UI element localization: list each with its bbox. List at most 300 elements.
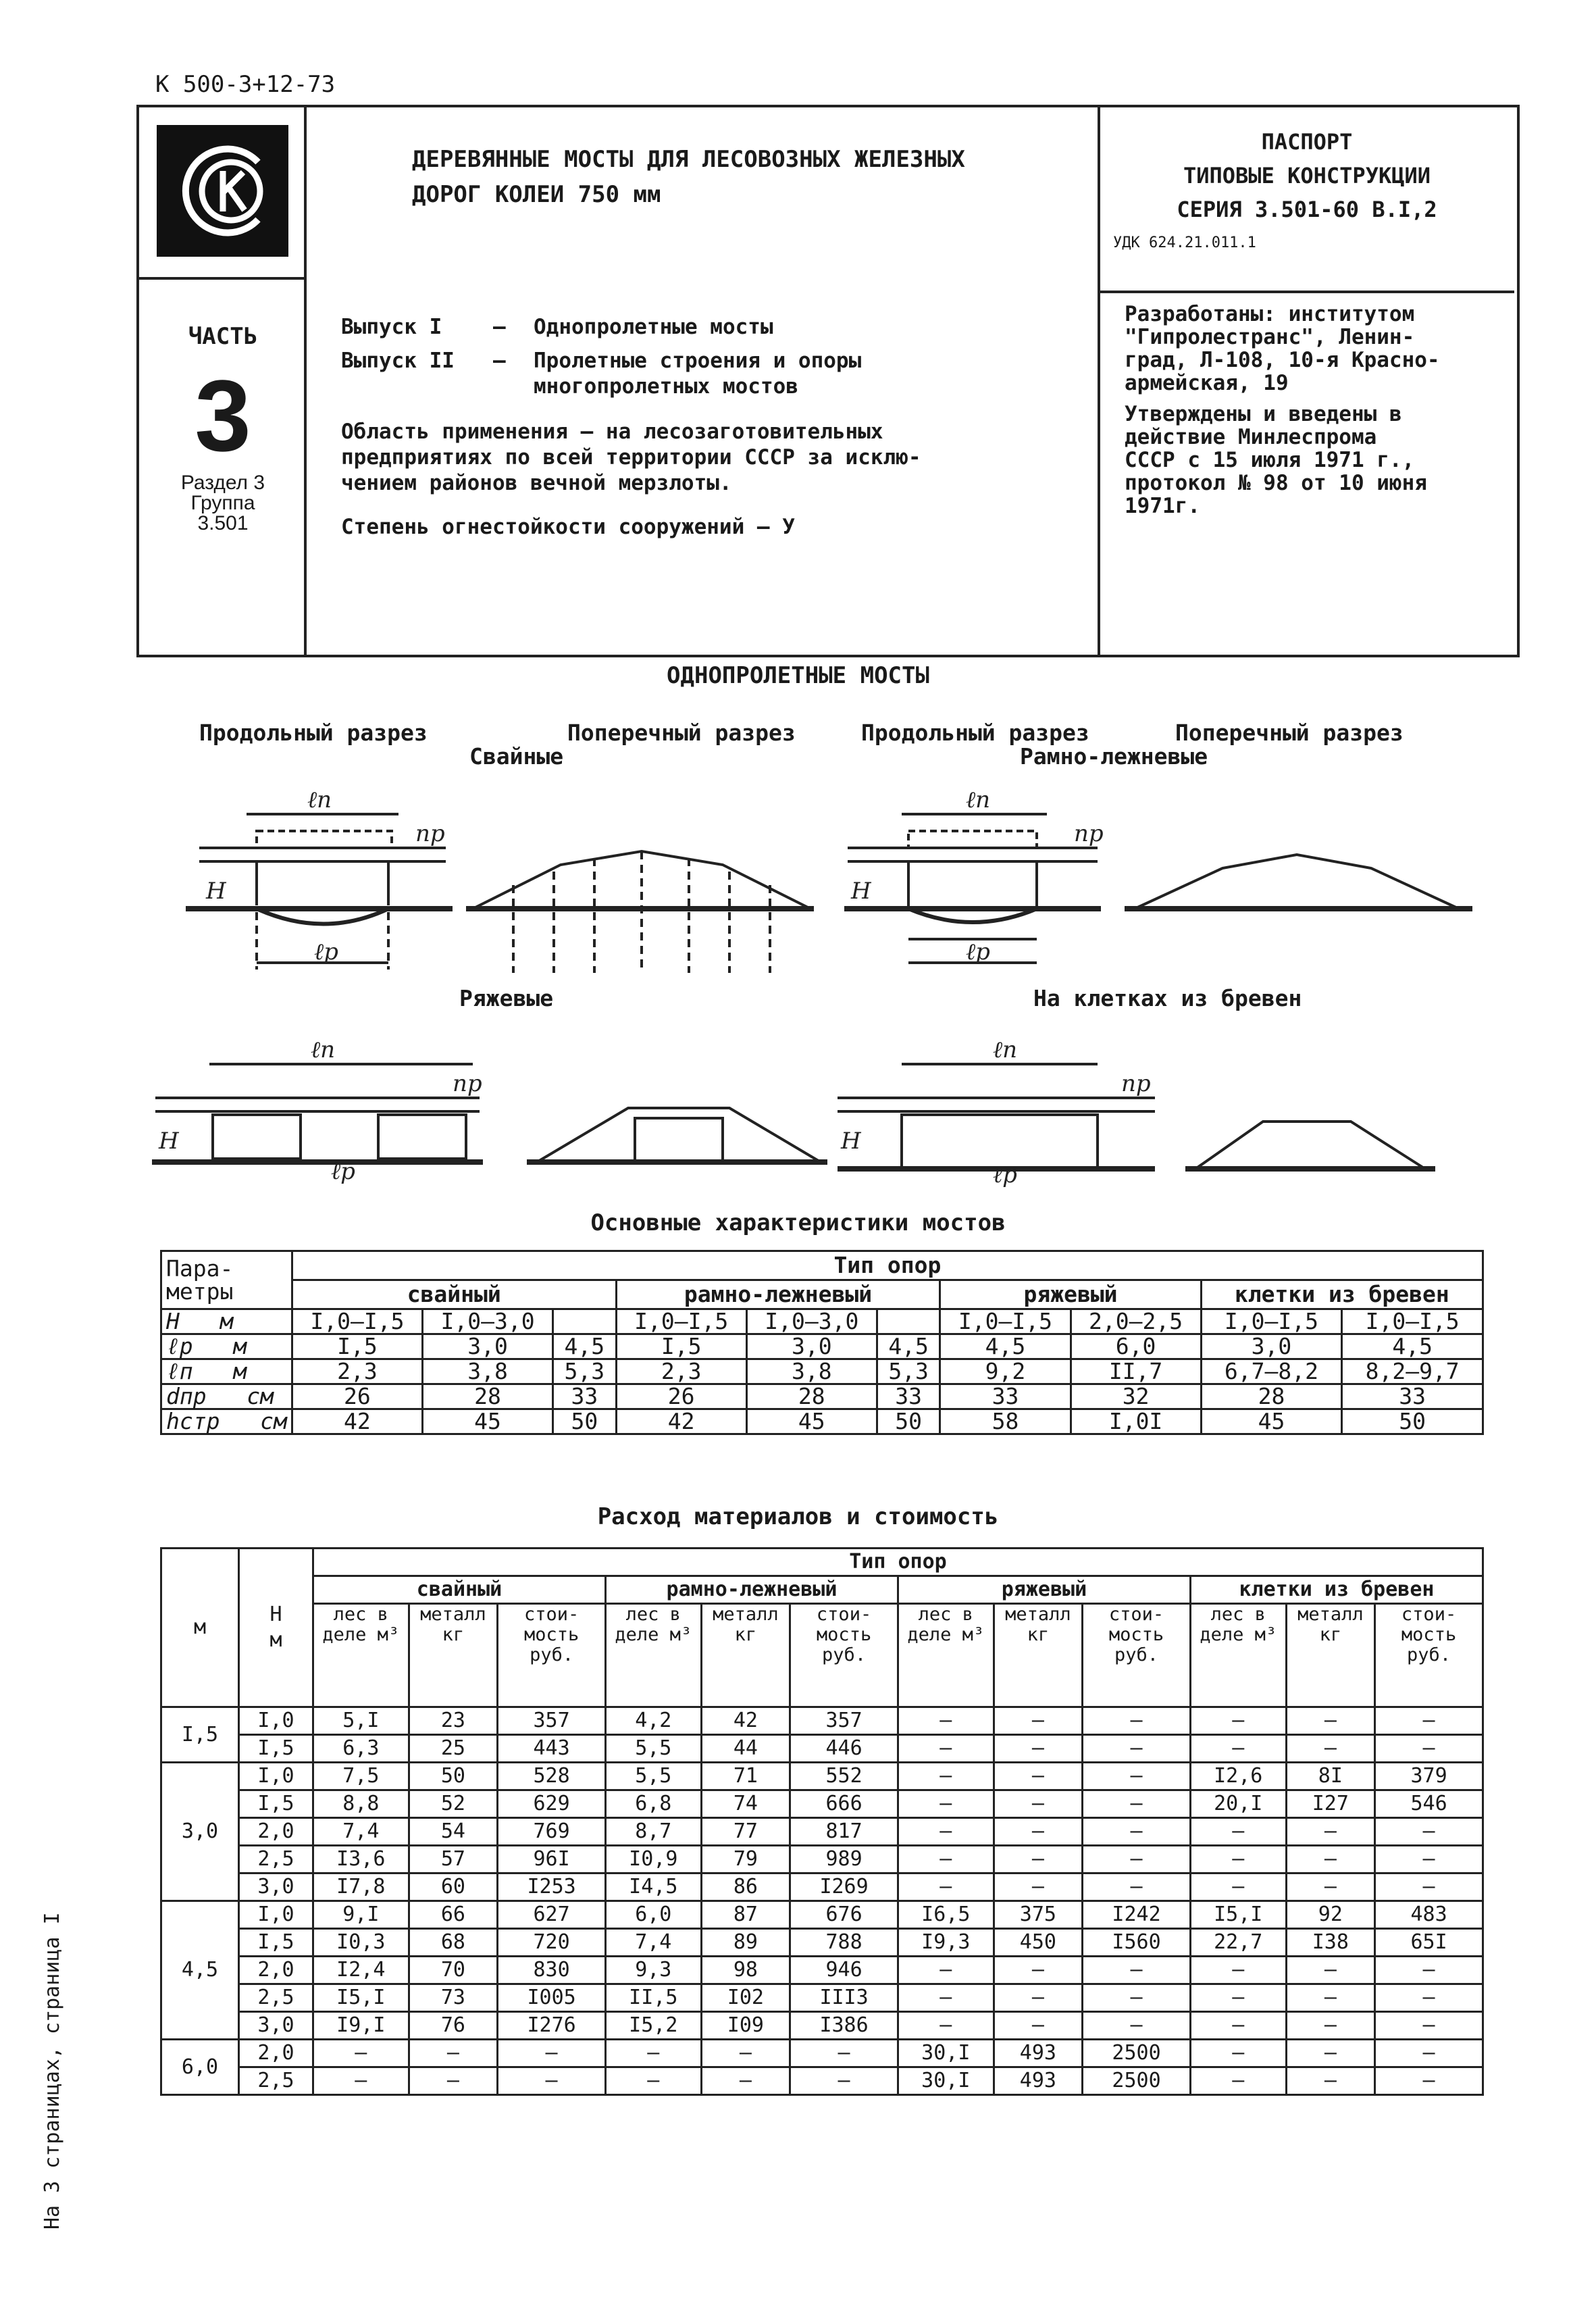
table-cell: 5,5	[605, 1735, 701, 1763]
group-code: 3.501	[197, 512, 249, 534]
table-cell: I6,5	[898, 1901, 994, 1929]
logcage-cross-section	[1185, 1122, 1435, 1169]
table-cell: –	[994, 1984, 1083, 2012]
table-cell: –	[701, 2040, 790, 2067]
table-cell: I,0I	[1071, 1409, 1201, 1434]
table-cell: I9,I	[313, 2012, 409, 2040]
issue-text: Однопролетные мосты	[534, 315, 773, 339]
table-cell: –	[1375, 1818, 1483, 1846]
info-line: протокол № 98 от 10 июня	[1125, 471, 1427, 495]
table-cell: 73	[409, 1984, 498, 2012]
scope-line: Область применения – на лесозаготовительных	[341, 420, 883, 444]
table-row	[161, 1763, 1483, 1790]
table-cell: –	[1190, 2040, 1286, 2067]
table-cell: –	[898, 1957, 994, 1984]
table-row	[161, 1309, 1483, 1334]
table-cell: 68	[409, 1929, 498, 1957]
table-cell: II,5	[605, 1984, 701, 2012]
page-count-note: На 3 страницах, страница I	[41, 1912, 64, 2230]
table-cell: 45	[422, 1409, 552, 1434]
dim-lp: ℓр	[966, 938, 990, 965]
param-name	[161, 1309, 292, 1334]
title-line: ДЕРЕВЯННЫЕ МОСТЫ ДЛЯ ЛЕСОВОЗНЫХ ЖЕЛЕЗНЫХ	[412, 146, 965, 173]
param-unit: см	[247, 1383, 274, 1409]
issue-text: многопролетных мостов	[534, 374, 798, 399]
table-cell: I,5	[239, 1790, 313, 1818]
col-h-header: Н м	[239, 1549, 313, 1707]
table-cell: –	[994, 1763, 1083, 1790]
table-cell: –	[994, 2012, 1083, 2040]
table-cell: 2,0	[239, 2040, 313, 2067]
table-cell: –	[1190, 1846, 1286, 1873]
section-label: Раздел 3	[180, 472, 265, 494]
info-line: град, Л-108, 10-я Красно-	[1125, 348, 1440, 372]
type-group-header: клетки из бревен	[1190, 1576, 1483, 1604]
table-cell: 28	[746, 1384, 877, 1409]
fig-label: Поперечный разрез	[567, 720, 796, 746]
table-row	[161, 2012, 1483, 2040]
table-cell: I2,6	[1190, 1763, 1286, 1790]
sub-header: металл кг	[994, 1604, 1083, 1707]
table-row	[161, 2040, 1483, 2067]
table-cell: –	[1083, 1707, 1191, 1735]
table-cell: –	[1286, 1735, 1375, 1763]
table-cell: 96I	[498, 1846, 606, 1873]
table-cell: I0,3	[313, 1929, 409, 1957]
table-cell: 5,3	[553, 1359, 617, 1384]
table-cell: I5,2	[605, 2012, 701, 2040]
table-cell: 60	[409, 1873, 498, 1901]
table-cell: I,0–I,5	[292, 1309, 422, 1334]
table-cell: 77	[701, 1818, 790, 1846]
table-cell: 42	[701, 1707, 790, 1735]
table-cell: –	[1190, 1707, 1286, 1735]
table-cell: 7,4	[605, 1929, 701, 1957]
table-cell: 6,0	[605, 1901, 701, 1929]
table-cell: 79	[701, 1846, 790, 1873]
table-cell: –	[994, 1790, 1083, 1818]
table-cell: 26	[292, 1384, 422, 1409]
param-header: Пара- метры	[161, 1251, 292, 1309]
table-cell: 7,5	[313, 1763, 409, 1790]
param-symbol: ℓп	[166, 1358, 193, 1384]
table-cell: –	[898, 1790, 994, 1818]
fig-label: Продольный разрез	[861, 720, 1089, 746]
table-cell: 6,7–8,2	[1201, 1359, 1342, 1384]
table-cell: –	[409, 2067, 498, 2095]
info-line: армейская, 19	[1125, 371, 1289, 395]
table-cell: I38	[1286, 1929, 1375, 1957]
table-cell: 9,2	[940, 1359, 1071, 1384]
table-cell: 666	[790, 1790, 898, 1818]
table-cell: 830	[498, 1957, 606, 1984]
table-cell: 54	[409, 1818, 498, 1846]
param-symbol: hстр	[166, 1408, 220, 1434]
table-cell: –	[994, 1707, 1083, 1735]
table-cell: I3,6	[313, 1846, 409, 1873]
table-cell: 3,0	[239, 1873, 313, 1901]
table-row	[161, 1846, 1483, 1873]
table-cell: 74	[701, 1790, 790, 1818]
table-cell: 3,0	[1201, 1334, 1342, 1359]
table-cell: I4,5	[605, 1873, 701, 1901]
table-cell: 44	[701, 1735, 790, 1763]
type-group-header: свайный	[292, 1280, 616, 1309]
table-cell: I5,I	[313, 1984, 409, 2012]
table-cell: 493	[994, 2067, 1083, 2095]
table-cell: –	[790, 2040, 898, 2067]
table-row	[161, 1334, 1483, 1359]
type-group-header: рамно-лежневый	[616, 1280, 940, 1309]
dim-lp: ℓр	[314, 938, 338, 965]
table-cell: 42	[616, 1409, 746, 1434]
table-cell: 4,5	[553, 1334, 617, 1359]
table-cell: I,5	[239, 1929, 313, 1957]
table-cell: 9,3	[605, 1957, 701, 1984]
table-cell: –	[1286, 1818, 1375, 1846]
table-cell: I7,8	[313, 1873, 409, 1901]
table-cell: 30,I	[898, 2067, 994, 2095]
dim-h: Н	[206, 878, 226, 905]
table-cell: 443	[498, 1735, 606, 1763]
table-cell: –	[1375, 1846, 1483, 1873]
table-cell: 50	[877, 1409, 940, 1434]
table-cell: –	[1190, 1984, 1286, 2012]
dash: –	[493, 349, 506, 373]
table-row	[161, 1984, 1483, 2012]
table-cell: 817	[790, 1818, 898, 1846]
table-cell: 5,I	[313, 1707, 409, 1735]
table-cell: 22,7	[1190, 1929, 1286, 1957]
table-cell: 28	[1201, 1384, 1342, 1409]
table-row	[161, 1790, 1483, 1818]
table-cell: 45	[1201, 1409, 1342, 1434]
table-row	[161, 1359, 1483, 1384]
table-cell: 627	[498, 1901, 606, 1929]
param-unit: м	[220, 1308, 234, 1334]
fig-label: Поперечный разрез	[1175, 720, 1404, 746]
table-cell: 3,0	[746, 1334, 877, 1359]
table-row	[161, 1384, 1483, 1409]
table-cell: –	[1083, 1846, 1191, 1873]
table-cell: 357	[498, 1707, 606, 1735]
main-characteristics-title: Основные характеристики мостов	[590, 1209, 1006, 1236]
table-cell: I09	[701, 2012, 790, 2040]
table-cell: 65I	[1375, 1929, 1483, 1957]
table-cell: –	[313, 2040, 409, 2067]
table-cell: 71	[701, 1763, 790, 1790]
table-cell: –	[1375, 1873, 1483, 1901]
table-row	[161, 1409, 1483, 1434]
table-cell: III3	[790, 1984, 898, 2012]
type-group-header: клетки из бревен	[1201, 1280, 1483, 1309]
logcage-long-section	[838, 1064, 1155, 1169]
table-cell: 546	[1375, 1790, 1483, 1818]
table-cell: 4,2	[605, 1707, 701, 1735]
table-cell: 3,0	[422, 1334, 552, 1359]
sub-header: стои-мость руб.	[498, 1604, 606, 1707]
table-cell: –	[994, 1846, 1083, 1873]
table-cell: I,0	[239, 1707, 313, 1735]
table-cell: –	[498, 2040, 606, 2067]
table-cell: 528	[498, 1763, 606, 1790]
table-cell: 629	[498, 1790, 606, 1818]
table-cell: 379	[1375, 1763, 1483, 1790]
table-cell: 6,0	[1071, 1334, 1201, 1359]
type-group-header: рамно-лежневый	[605, 1576, 898, 1604]
dim-pr: пр	[453, 1070, 482, 1097]
table-cell: –	[898, 1984, 994, 2012]
group-label: Группа	[190, 492, 255, 514]
table-cell: 42	[292, 1409, 422, 1434]
table-cell: 446	[790, 1735, 898, 1763]
fig-label: Продольный разрез	[199, 720, 428, 746]
table-cell: 2500	[1083, 2040, 1191, 2067]
table-cell: I560	[1083, 1929, 1191, 1957]
frame-cross-section	[1125, 855, 1472, 909]
dim-h: Н	[159, 1128, 179, 1155]
table-cell: 2,3	[616, 1359, 746, 1384]
table-cell: –	[1375, 1957, 1483, 1984]
table-cell: –	[409, 2040, 498, 2067]
table-cell: 4,5	[940, 1334, 1071, 1359]
passport-line: ТИПОВЫЕ КОНСТРУКЦИИ	[1183, 163, 1431, 188]
table-cell: –	[1286, 1957, 1375, 1984]
table-cell: 769	[498, 1818, 606, 1846]
table-cell: –	[701, 2067, 790, 2095]
dim-ln: ℓп	[311, 1036, 336, 1063]
table-cell: I2,4	[313, 1957, 409, 1984]
issue-text: Пролетные строения и опоры	[534, 349, 862, 373]
table-cell: 92	[1286, 1901, 1375, 1929]
dim-ln: ℓп	[966, 786, 991, 813]
table-cell: 493	[994, 2040, 1083, 2067]
param-name	[161, 1384, 292, 1409]
table-cell: 552	[790, 1763, 898, 1790]
table-cell: 32	[1071, 1384, 1201, 1409]
table-cell: I269	[790, 1873, 898, 1901]
table-cell: 5,5	[605, 1763, 701, 1790]
table-cell: –	[498, 2067, 606, 2095]
crib-cross-section	[527, 1108, 827, 1162]
dim-pr: пр	[1121, 1070, 1151, 1097]
table-cell: 788	[790, 1929, 898, 1957]
param-unit: м	[233, 1358, 247, 1384]
dim-ln: ℓп	[307, 786, 332, 813]
table-cell: 676	[790, 1901, 898, 1929]
table-cell: I9,3	[898, 1929, 994, 1957]
table-cell: I,0	[239, 1763, 313, 1790]
table-cell: I005	[498, 1984, 606, 2012]
table-cell: 357	[790, 1707, 898, 1735]
table-cell: 8I	[1286, 1763, 1375, 1790]
table-cell: –	[1083, 1735, 1191, 1763]
table-cell: –	[1286, 1873, 1375, 1901]
pile-cross-section	[466, 851, 814, 973]
sub-header: стои-мость руб.	[790, 1604, 898, 1707]
table-row	[161, 1735, 1483, 1763]
table-cell: 26	[616, 1384, 746, 1409]
table-cell: I5,I	[1190, 1901, 1286, 1929]
table-cell: 8,7	[605, 1818, 701, 1846]
fig-label: Свайные	[469, 743, 564, 770]
table-cell: 8,2–9,7	[1342, 1359, 1483, 1384]
passport-line: СЕРИЯ 3.501-60 В.I,2	[1177, 197, 1437, 222]
table-cell: –	[898, 1763, 994, 1790]
crib-long-section	[152, 1064, 483, 1162]
fire-rating: Степень огнестойкости сооружений – У	[341, 515, 795, 539]
table-cell: 9,I	[313, 1901, 409, 1929]
table-cell: 4,5	[877, 1334, 940, 1359]
table-cell: I,0–I,5	[616, 1309, 746, 1334]
dim-h: Н	[841, 1128, 861, 1155]
table-cell: –	[1190, 1957, 1286, 1984]
characteristics-table	[160, 1250, 1484, 1435]
col-m-header: м	[161, 1549, 239, 1707]
table-cell: 25	[409, 1735, 498, 1763]
table-cell: 2,3	[292, 1359, 422, 1384]
span-cell: 3,0	[161, 1763, 239, 1901]
table-cell: 2,5	[239, 1984, 313, 2012]
part-number: 3	[195, 359, 251, 472]
table-cell: 98	[701, 1957, 790, 1984]
info-line: "Гипролестранс", Ленин-	[1125, 325, 1415, 349]
table-cell: –	[994, 1873, 1083, 1901]
table-cell: 5,3	[877, 1359, 940, 1384]
table-cell: 2,5	[239, 2067, 313, 2095]
table-cell: 3,8	[422, 1359, 552, 1384]
span-cell: 4,5	[161, 1901, 239, 2040]
table-cell: 7,4	[313, 1818, 409, 1846]
table-cell: –	[1083, 1957, 1191, 1984]
table-cell: –	[1286, 1846, 1375, 1873]
table-cell: –	[898, 1818, 994, 1846]
issue-key: Выпуск II	[341, 349, 455, 373]
table-cell	[553, 1309, 617, 1334]
table-cell: –	[1286, 2012, 1375, 2040]
sub-header: металл кг	[701, 1604, 790, 1707]
table-cell: I,5	[616, 1334, 746, 1359]
table-cell: 2,0	[239, 1957, 313, 1984]
table-cell: –	[898, 2012, 994, 2040]
table-cell: 28	[422, 1384, 552, 1409]
sub-header: металл кг	[409, 1604, 498, 1707]
param-name	[161, 1409, 292, 1434]
table-cell: 946	[790, 1957, 898, 1984]
table-cell: I27	[1286, 1790, 1375, 1818]
type-group-header: ряжевый	[940, 1280, 1201, 1309]
type-header: Тип опор	[313, 1549, 1483, 1576]
table-cell: –	[1375, 1984, 1483, 2012]
info-line: Разработаны: институтом	[1125, 302, 1415, 326]
type-header: Тип опор	[292, 1251, 1483, 1280]
table-cell: 86	[701, 1873, 790, 1901]
param-unit: см	[260, 1408, 287, 1434]
info-line: 1971г.	[1125, 494, 1200, 518]
sub-header: лес в деле м³	[605, 1604, 701, 1707]
table-cell: –	[898, 1846, 994, 1873]
table-cell: –	[313, 2067, 409, 2095]
table-cell: 2,5	[239, 1846, 313, 1873]
param-symbol: Н	[166, 1308, 180, 1334]
dim-ln: ℓп	[993, 1036, 1018, 1063]
table-cell	[877, 1309, 940, 1334]
table-cell: –	[1083, 1818, 1191, 1846]
table-cell: –	[994, 1957, 1083, 1984]
table-cell: I386	[790, 2012, 898, 2040]
table-cell: 89	[701, 1929, 790, 1957]
table-cell: 6,3	[313, 1735, 409, 1763]
table-cell: –	[994, 1735, 1083, 1763]
table-cell: –	[1083, 1790, 1191, 1818]
table-cell: 2500	[1083, 2067, 1191, 2095]
table-cell: –	[1286, 2067, 1375, 2095]
dash: –	[493, 315, 506, 339]
dim-lp: ℓр	[331, 1158, 355, 1185]
table-cell: 450	[994, 1929, 1083, 1957]
info-line: действие Минлеспрома	[1125, 425, 1377, 449]
type-group-header: ряжевый	[898, 1576, 1190, 1604]
table-cell: 375	[994, 1901, 1083, 1929]
param-symbol: dпр	[166, 1383, 207, 1409]
fig-label: Рамно-лежневые	[1020, 743, 1208, 770]
table-cell: 2,0–2,5	[1071, 1309, 1201, 1334]
title-line: ДОРОГ КОЛЕИ 750 мм	[412, 181, 661, 208]
table-cell: I,0–I,5	[940, 1309, 1071, 1334]
table-cell: I,0–I,5	[1201, 1309, 1342, 1334]
param-name	[161, 1359, 292, 1384]
table-cell: –	[1375, 2012, 1483, 2040]
table-cell: I,5	[239, 1735, 313, 1763]
sub-header: стои-мость руб.	[1375, 1604, 1483, 1707]
table-cell: I276	[498, 2012, 606, 2040]
table-cell: 50	[1342, 1409, 1483, 1434]
table-cell: 8,8	[313, 1790, 409, 1818]
table-cell: 76	[409, 2012, 498, 2040]
table-cell: –	[1375, 1707, 1483, 1735]
table-cell: I,0	[239, 1901, 313, 1929]
table-cell: 57	[409, 1846, 498, 1873]
materials-title: Расход материалов и стоимость	[597, 1503, 999, 1530]
sub-header: металл кг	[1286, 1604, 1375, 1707]
table-cell: –	[1375, 2040, 1483, 2067]
sub-header: лес в деле м³	[1190, 1604, 1286, 1707]
table-cell: –	[898, 1707, 994, 1735]
param-symbol: ℓр	[166, 1333, 193, 1359]
table-cell: –	[1190, 1818, 1286, 1846]
fig-label: Ряжевые	[459, 985, 554, 1011]
table-cell: –	[1083, 1763, 1191, 1790]
table-cell: 70	[409, 1957, 498, 1984]
table-cell: 52	[409, 1790, 498, 1818]
table-cell: –	[1286, 2040, 1375, 2067]
table-cell: –	[605, 2040, 701, 2067]
table-cell: –	[1083, 1984, 1191, 2012]
table-row	[161, 1818, 1483, 1846]
dim-h: Н	[851, 878, 871, 905]
table-cell: 58	[940, 1409, 1071, 1434]
issue-key: Выпуск I	[341, 315, 442, 339]
table-cell: 33	[877, 1384, 940, 1409]
table-cell: –	[994, 1818, 1083, 1846]
table-row	[161, 1929, 1483, 1957]
table-cell: 50	[553, 1409, 617, 1434]
table-cell: I253	[498, 1873, 606, 1901]
span-cell: I,5	[161, 1707, 239, 1763]
table-cell: –	[1190, 1873, 1286, 1901]
table-cell: 23	[409, 1707, 498, 1735]
table-cell: –	[1190, 2067, 1286, 2095]
